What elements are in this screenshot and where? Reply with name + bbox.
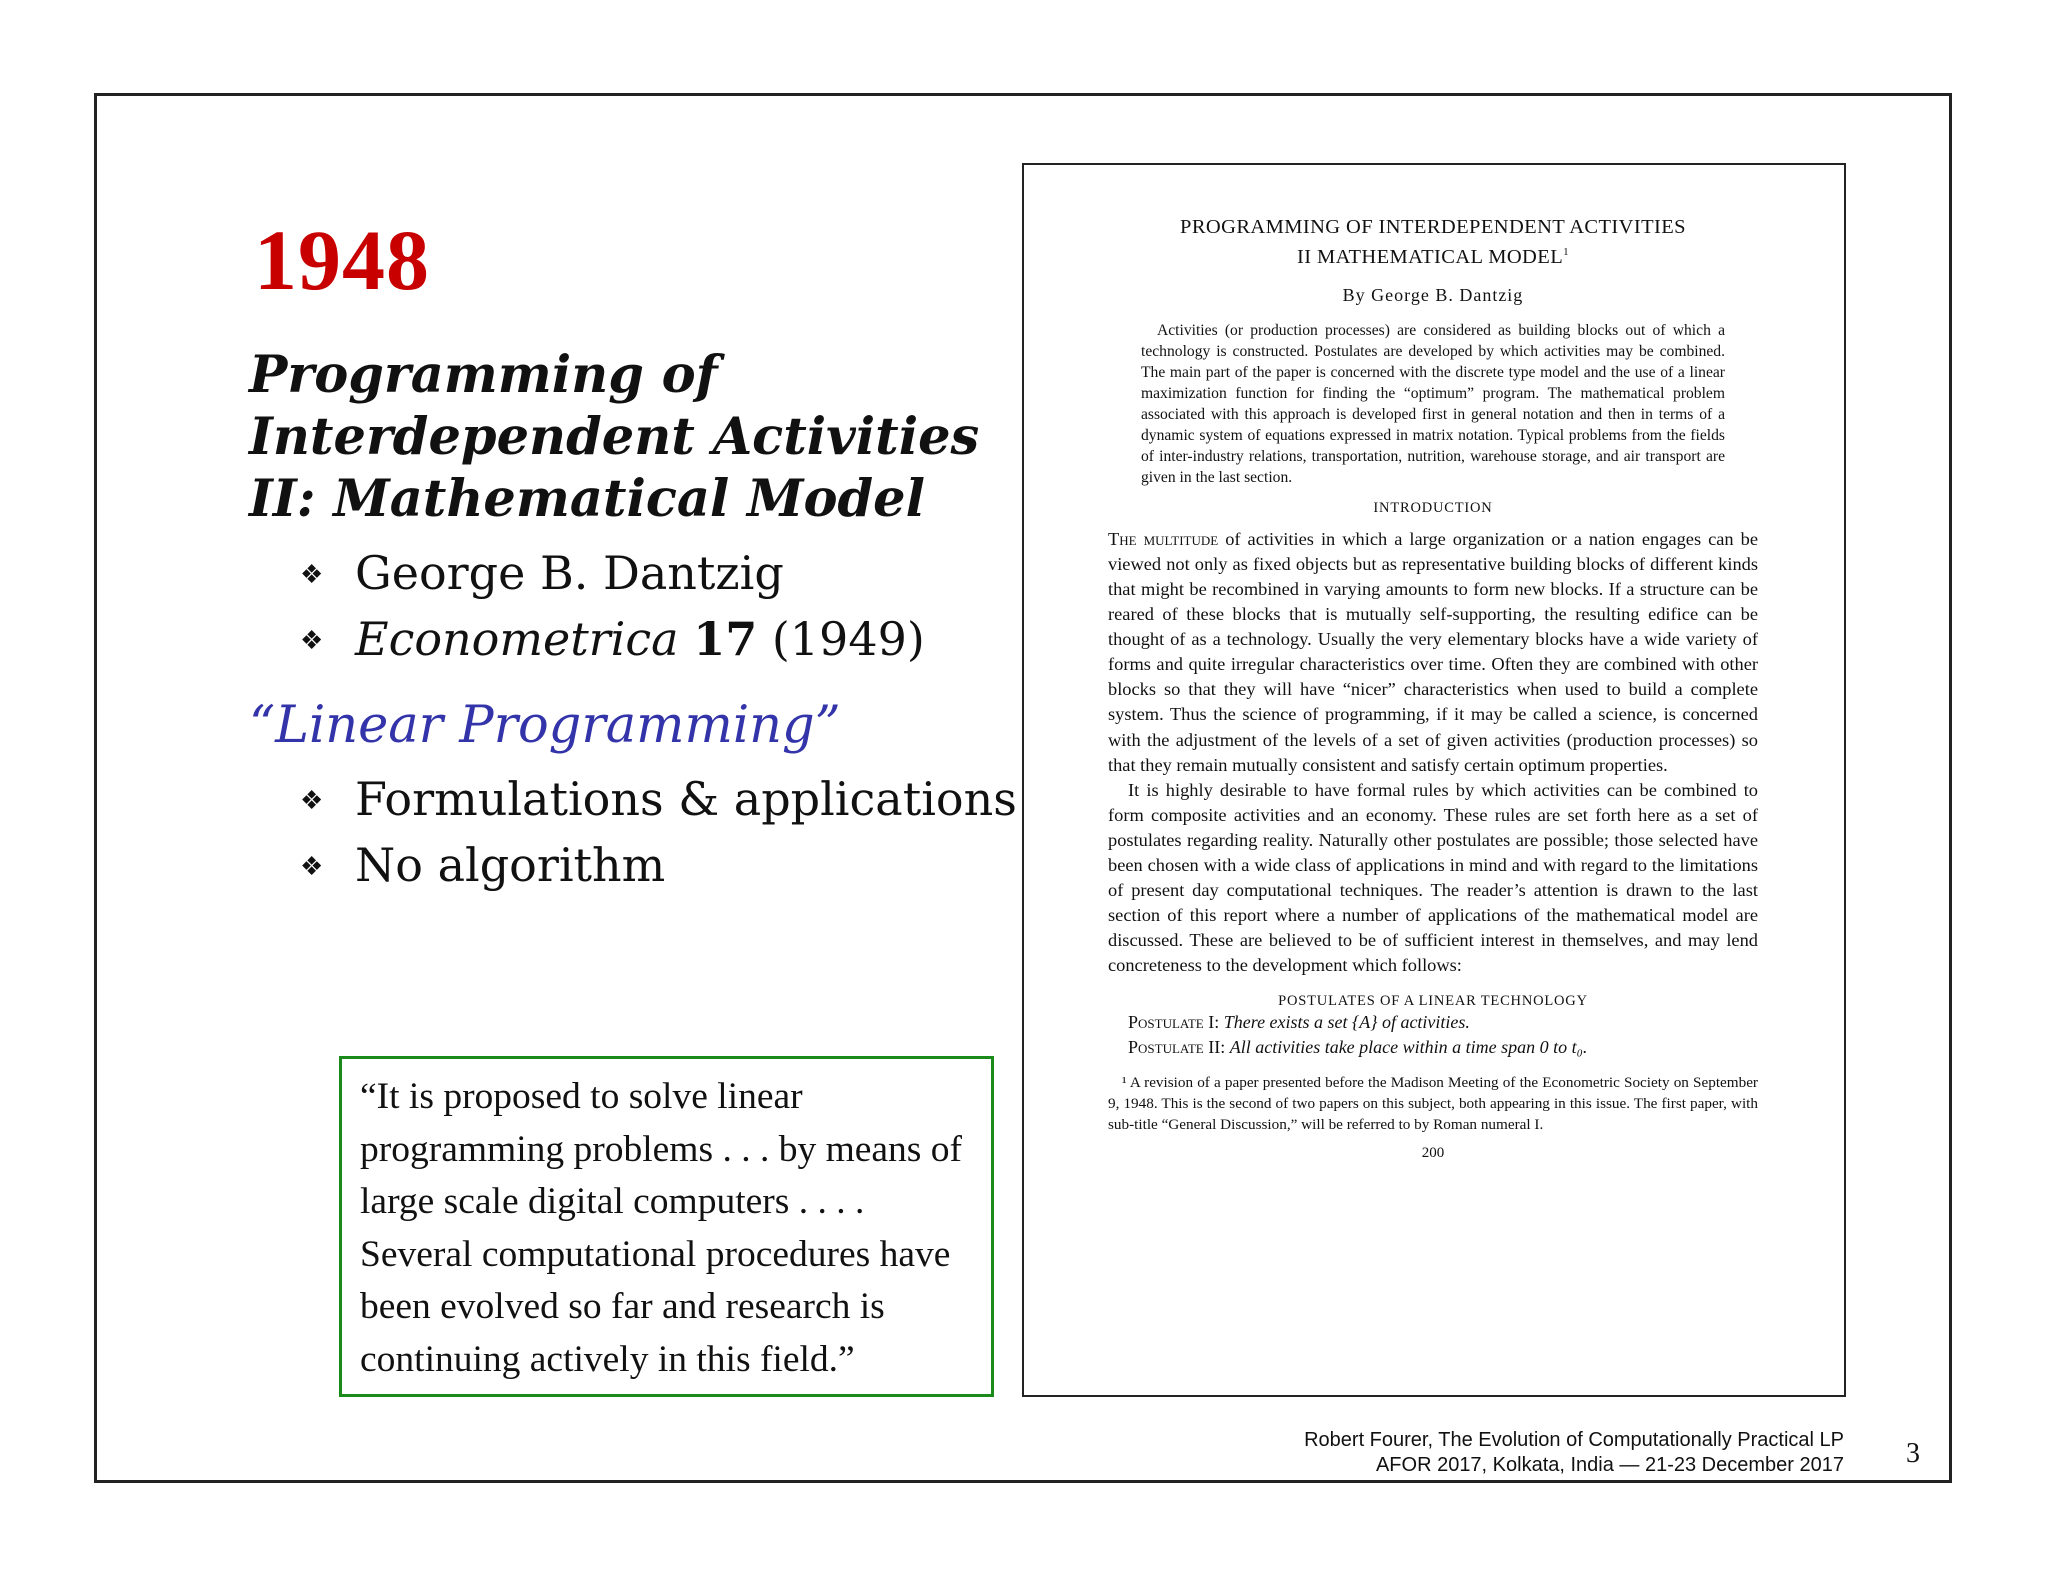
slide-number: 3 bbox=[1906, 1438, 1920, 1469]
footer-line2: AFOR 2017, Kolkata, India — 21-23 December 2017 bbox=[1375, 1454, 1844, 1476]
paper-heading-line2: II MATHEMATICAL MODEL$^1$ bbox=[1296, 245, 1570, 268]
postulate-text: There exists a set {A} of activities. bbox=[1223, 1011, 1470, 1032]
bullet-text: No algorithm bbox=[355, 838, 666, 892]
paper-intro-text: of activities in which a large organization or a nation engages can be viewed not only as fixed objects but as representative building blocks of different kinds that might be recombined in varying amounts to form new blocks. If a structure can be reared of these blocks that is mutually self-supporting, the resulting edifice can be thought of as a technology. Usually the very elementary blocks have a wide variety of forms and quite irregular characteristics over time. Often they are combined with other blocks so that they will have “nicer” characteristics when used to build a complete system. Thus the science of programming, if it may be called a science, is concerned with the adjustment of the levels of a set of given activities (production processes) so that they remain mutually consistent and satisfy certain optimum properties. bbox=[1108, 528, 1758, 775]
postulate-label: Postulate I: bbox=[1128, 1011, 1220, 1032]
paper-author: By George B. Dantzig bbox=[1342, 284, 1524, 305]
postulate-text: All activities take place within a time span 0 to t₀. bbox=[1229, 1036, 1588, 1057]
paper-scan bbox=[1022, 163, 1846, 1397]
quote-box bbox=[339, 1056, 994, 1397]
paper-intro-lead: The multitude bbox=[1108, 528, 1219, 549]
year-heading: 1948 bbox=[254, 212, 430, 308]
paper-intro-heading: INTRODUCTION bbox=[1373, 499, 1493, 516]
bullet-text: George B. Dantzig bbox=[355, 546, 784, 600]
footer-line1: Robert Fourer, The Evolution of Computationally Practical LP bbox=[1304, 1429, 1844, 1451]
bullet-text bbox=[355, 612, 925, 666]
slide-footer bbox=[1304, 1428, 1844, 1478]
paper-heading-line1: PROGRAMMING OF INTERDEPENDENT ACTIVITIES bbox=[1180, 216, 1686, 238]
paper-heading bbox=[1108, 215, 1758, 270]
bullet-text: Formulations & applications bbox=[355, 772, 1017, 826]
paper-title-line: II: Mathematical Model bbox=[249, 469, 925, 529]
paper-title-line: Programming of bbox=[249, 345, 718, 405]
bullet-diamond-icon: ❖ bbox=[300, 786, 324, 816]
paper-content bbox=[1108, 215, 1758, 1162]
paper-title bbox=[249, 344, 979, 530]
lp-heading: “Linear Programming” bbox=[249, 696, 841, 755]
bullet-diamond-icon: ❖ bbox=[300, 626, 324, 656]
paper-footnote: ¹ A revision of a paper presented before the Madison Meeting of the Econometric Society on September 9, 1948. This is the second of two papers on this subject, both appearing in this issue. The first paper, with sub-title “General Discussion,” will be referred to by Roman numeral I. bbox=[1108, 1073, 1758, 1133]
paper-paragraph: It is highly desirable to have formal rules by which activities can be combined to form composite activities and an economy. These rules are set forth here as a set of postulates regarding reality. Naturally other postulates are possible; those selected have been chosen with a wide class of applications in mind and with regard to the limitations of present day computational techniques. The reader’s attention is drawn to the last section of this report where a number of applications of the mathematical model are discussed. These are believed to be of sufficient interest in themselves, and may lend concreteness to the development which follows: bbox=[1108, 779, 1758, 976]
paper-postulate bbox=[1108, 1035, 1758, 1060]
bullet-diamond-icon: ❖ bbox=[300, 852, 324, 882]
paper-abstract: Activities (or production processes) are considered as building blocks out of which a technology is constructed. Postulates are developed by which activities may be combined. The main part of the paper is concerned with the discrete type model and the use of a linear maximization function for finding the “optimum” program. The mathematical problem associated with this approach is developed first in general notation and then in terms of a dynamic system of equations expressed in matrix notation. Typical problems from the fields of inter-industry relations, transportation, nutrition, warehouse storage, and air transport are given in the last section. bbox=[1141, 321, 1725, 486]
bullet-diamond-icon: ❖ bbox=[300, 560, 324, 590]
quote-text: “It is proposed to solve linear programming problems . . . by means of large scale digital computers . . . . Several computational procedures have been evolved so far and research is continuing actively in this field.” bbox=[360, 1076, 962, 1380]
paper-postulates-heading: POSTULATES OF A LINEAR TECHNOLOGY bbox=[1278, 992, 1588, 1009]
paper-postulate bbox=[1108, 1010, 1758, 1035]
postulate-label: Postulate II: bbox=[1128, 1036, 1226, 1057]
footnote-marker: 1 bbox=[1563, 246, 1570, 258]
paper-body bbox=[1108, 527, 1758, 979]
paper-paragraph bbox=[1108, 527, 1758, 778]
journal-name: Econometrica bbox=[355, 612, 679, 666]
journal-year: (1949) bbox=[771, 612, 925, 666]
paper-title-line: Interdependent Activities bbox=[249, 407, 980, 467]
journal-volume: 17 bbox=[693, 612, 758, 666]
paper-page-number: 200 bbox=[1421, 1144, 1445, 1161]
